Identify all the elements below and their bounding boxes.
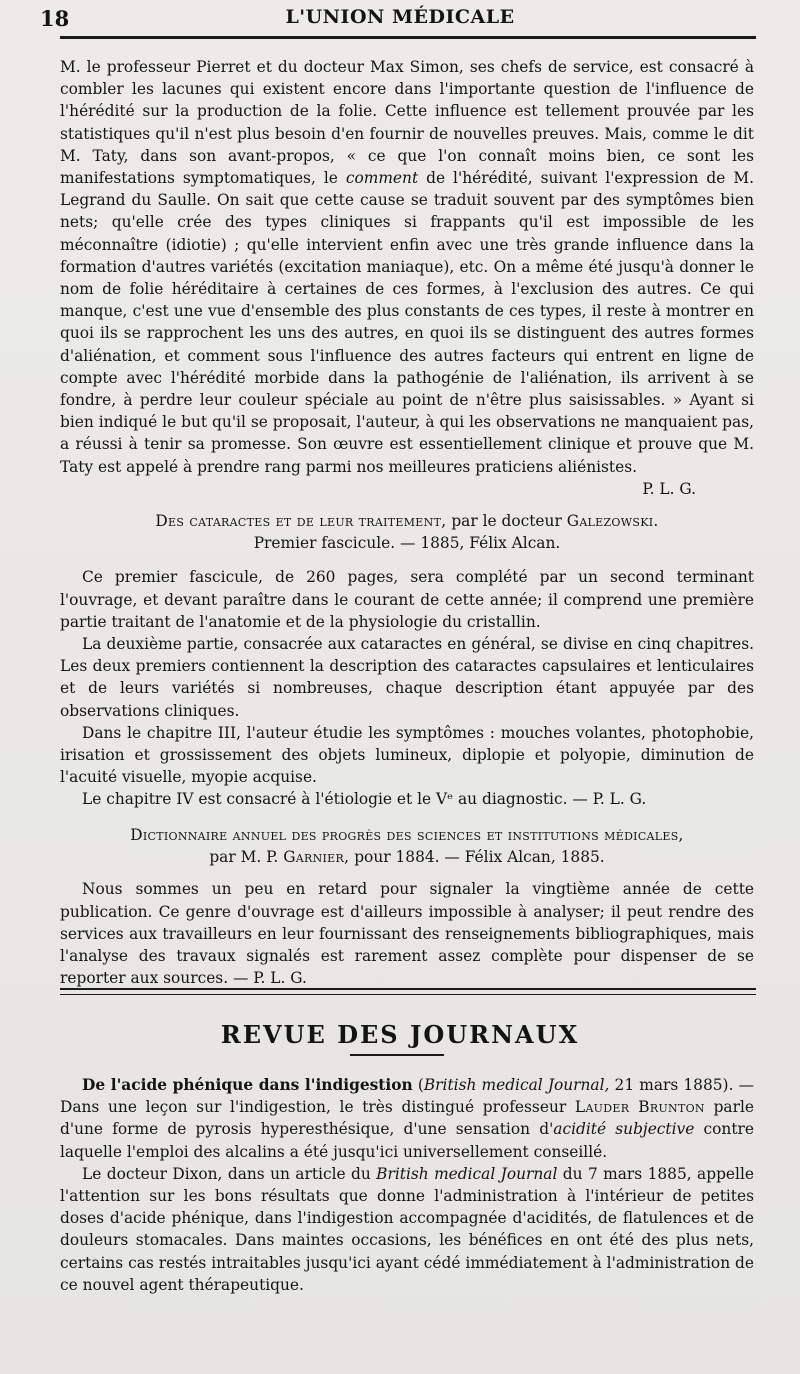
article-acide-phenique [60,1074,754,1296]
review-title: Des cataractes et de leur traitement, par le docteur Galezowski. [155,512,659,530]
paragraph: Ce premier fascicule, de 260 pages, sera complété par un second terminant l'ouvrage, et devant paraître dans le courant de cette année; il comprend une première partie traitant de l'anatomie et de la physiologie du cristallin. [60,568,754,631]
paragraph: Nous sommes un peu en retard pour signaler la vingtième année de cette publication. Ce genre d'ouvrage est d'ailleurs impossible à analyser; il peut rendre des services aux travailleurs en leur fournissant des renseignements bibliographiques, mais l'analyse des travaux signalés est rarement assez complète pour dispenser de se reporter aux sources. — P. L. G. [60,880,754,988]
article-paragraph: Le docteur Dixon, dans un article du British medical Journal du 7 mars 1885, appelle l'attention sur les bons résultats que donne l'administration à l'intérieur de petites doses d'acide phénique, dans l'indigestion accompagnée d'acidités, de flatulences et de douleurs stomacales. Dans maintes occasions, les bénéfices en ont été des plus nets, certains cas restés intraitables jusqu'ici ayant cédé immédiatement à l'administration de ce nouvel agent thérapeutique. [60,1164,754,1294]
review-taty-paragraph: M. le professeur Pierret et du docteur Max Simon, ses chefs de service, est consacré à combler les lacunes qui existent encore dans l'importante question de l'influence de l'hérédité sur la production de la folie. Cette influence est tellement prouvée par les statistiques qu'il n'est plus besoin d'en fournir de nouvelles preuves. Mais, comme le dit M. Taty, dans son avant-propos, « ce que l'on connaît moins bien, ce sont les manifestations symptomatiques, le comment de l'hérédité, suivant l'expression de M. Legrand du Saulle. On sait que cette cause se traduit souvent par des symptômes bien nets; qu'elle crée des types cliniques si frappants qu'il est impossible de les méconnaître (idiotie) ; qu'elle intervient enfin avec une très grande influence dans la formation d'autres variétés (excitation maniaque), etc. On a même été jusqu'à donner le nom de folie héréditaire à certaines de ces formes, à l'exclusion des autres. Ce qui manque, c'est une vue d'ensemble des plus constants de ces types, il reste à montrer en quoi ils se rapprochent les uns des autres, en quoi ils se distinguent des autres formes d'aliénation, et comment sous l'influence des autres facteurs qui entrent en ligne de compte avec l'hérédité morbide dans la pathogénie de l'aliénation, ils arrivent à se fondre, à perdre leur couleur spéciale au point de n'être plus saisissables. » Ayant si bien indiqué le but qu'il se proposait, l'auteur, à qui les observations ne manquaient pas, a réussi à tenir sa promesse. Son œuvre est essentiellement clinique et prouve que M. Taty est appelé à prendre rang parmi nos meilleures praticiens aliénistes. [60,58,754,476]
running-title: L'UNION MÉDICALE [285,6,515,28]
paragraph: La deuxième partie, consacrée aux cataractes en général, se divise en cinq chapitres. Les deux premiers contiennent la description des cataractes capsulaires et lenticulaires et de leurs variétés si nombreuses, chaque description étant appuyée par des observations cliniques. [60,635,754,720]
review-cataractes [60,510,754,811]
section-divider [60,988,756,997]
review-title: Dictionnaire annuel des progrès des sciences et institutions médicales, [130,826,684,844]
header-rule [60,36,756,39]
heading-underline [350,1054,444,1056]
page-header [40,4,760,32]
article-title: De l'acide phénique dans l'indigestion [82,1076,413,1094]
section-heading: REVUE DES JOURNAUX [220,1020,580,1049]
review-dictionnaire [60,824,754,989]
paragraph: Dans le chapitre III, l'auteur étudie les symptômes : mouches volantes, photophobie, irisation et grossissement des objets lumineux, diplopie et polyopie, diminution de l'acuité visuelle, myopie acquise. [60,723,754,787]
article-paragraph: De l'acide phénique dans l'indigestion (British medical Journal, 21 mars 1885). — Dans une leçon sur l'indigestion, le très distingué professeur Lauder Brunton parle d'une forme de pyrosis hyperesthésique, d'une sensation d'acidité subjective contre laquelle l'emploi des alcalins a été jusqu'ici universellement conseillé. [60,1076,754,1161]
review-taty [60,56,754,500]
paragraph: Le chapitre IV est consacré à l'étiologie et le Vᵉ au diagnostic. — P. L. G. [82,790,647,809]
signature: P. L. G. [642,479,696,498]
review-subtitle: par M. P. Garnier, pour 1884. — Félix Alcan, 1885. [209,848,605,867]
review-subtitle: Premier fascicule. — 1885, Félix Alcan. [253,534,561,553]
page-number: 18 [40,6,70,31]
